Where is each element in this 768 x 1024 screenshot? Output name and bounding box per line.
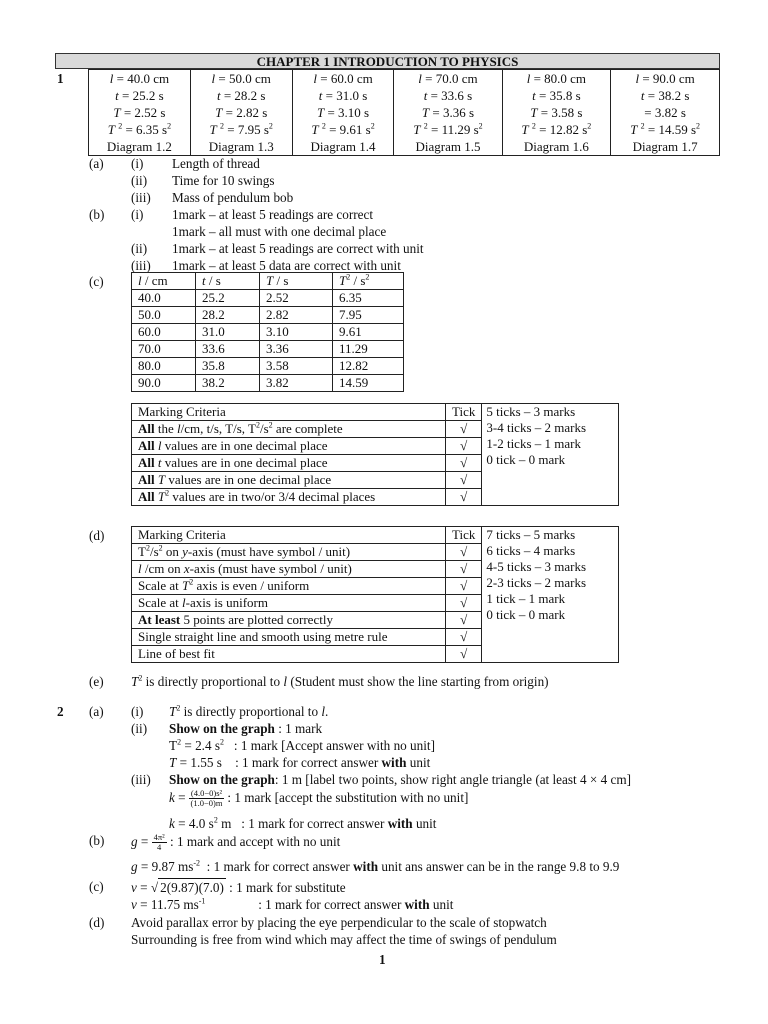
item-number: (ii) <box>131 721 148 736</box>
table-cell: 38.2 <box>196 375 260 392</box>
item-number: (ii) <box>131 241 148 256</box>
diagram-label: Diagram 1.6 <box>523 139 589 154</box>
mark-rule: 7 ticks – 5 marks <box>486 527 576 542</box>
column-header: T / s <box>260 273 333 290</box>
part-label: (e) <box>89 674 104 689</box>
table-cell: 14.59 <box>333 375 404 392</box>
formula-v: v = √ 2(9.87)(7.0) : 1 mark for substitute <box>131 880 346 895</box>
diagram-cell: l = 40.0 cm t = 25.2 s T = 2.52 s T $^2$ = 6.35 $s^2$ Diagram 1.2 <box>89 70 191 156</box>
table-cell: 6.35 <box>333 290 404 307</box>
mark-scheme <box>482 527 619 663</box>
part-label: (c) <box>89 274 104 289</box>
part-label: (a) <box>89 156 104 171</box>
diagram-label: Diagram 1.7 <box>632 139 698 154</box>
item-number: (i) <box>131 704 144 719</box>
item-number: (iii) <box>131 772 151 787</box>
diagram-label: Diagram 1.4 <box>310 139 376 154</box>
answer-text: Show on the graph : 1 mark <box>169 721 323 736</box>
table-header-row <box>132 273 404 290</box>
diagram-cell: l = 70.0 cm t = 33.6 s T = 3.36 s T $^2$ = 11.29 $s^2$ Diagram 1.5 <box>394 70 502 156</box>
check-mark-icon: √ <box>446 612 482 629</box>
criteria-row: All T values are in one decimal place √ <box>132 472 619 489</box>
mark-scheme <box>482 404 619 506</box>
table-cell: 28.2 <box>196 307 260 324</box>
table-cell: 70.0 <box>132 341 196 358</box>
criteria-row: At least 5 points are plotted correctly √ <box>132 612 619 629</box>
check-mark-icon: √ <box>446 489 482 506</box>
diagram-cell: l = 50.0 cm t = 28.2 s T = 2.82 s T $^2$ = 7.95 $s^2$ Diagram 1.3 <box>190 70 292 156</box>
tick-header: Tick <box>446 527 482 544</box>
marking-criteria-table-c <box>131 403 619 506</box>
criteria-row: l /cm on x-axis (must have symbol / unit) √ <box>132 561 619 578</box>
table-cell: 31.0 <box>196 324 260 341</box>
criteria-row: Scale at $T^2$ axis is even / uniform √ <box>132 578 619 595</box>
table-cell: 3.58 <box>260 358 333 375</box>
answer-text: $T^2$ is directly proportional to l. <box>169 703 329 719</box>
part-label: (d) <box>89 528 105 543</box>
answer-text: 1mark – at least 5 readings are correct with unit <box>172 241 424 256</box>
answer-text: g = 9.87 $ms^{-2}$ : 1 mark for correct answer with unit ans answer can be in the range 9.8 to 9.9 <box>131 858 620 874</box>
table-cell: 25.2 <box>196 290 260 307</box>
part-label: (b) <box>89 833 105 848</box>
table-cell: 7.95 <box>333 307 404 324</box>
diagram-label: Diagram 1.5 <box>415 139 481 154</box>
mark-rule: 3-4 ticks – 2 marks <box>486 420 587 435</box>
diagram-table <box>88 69 720 156</box>
answer-text: T = 1.55 s : 1 mark for correct answer with unit <box>169 755 431 770</box>
table-cell: 35.8 <box>196 358 260 375</box>
answer-text: Avoid parallax error by placing the eye perpendicular to the scale of stopwatch <box>131 915 547 930</box>
table-cell: 11.29 <box>333 341 404 358</box>
column-header: $T^2 / s^2$ <box>333 273 404 290</box>
check-mark-icon: √ <box>446 595 482 612</box>
check-mark-icon: √ <box>446 472 482 489</box>
table-cell: 40.0 <box>132 290 196 307</box>
mark-rule: 6 ticks – 4 marks <box>486 543 576 558</box>
question-1-number: 1 <box>57 71 64 86</box>
table-cell: 3.36 <box>260 341 333 358</box>
table-row <box>132 375 404 392</box>
criteria-row: Scale at l-axis is uniform √ <box>132 595 619 612</box>
check-mark-icon: √ <box>446 438 482 455</box>
table-cell: 2.52 <box>260 290 333 307</box>
diagram-cell: l = 90.0 cm t = 38.2 s = 3.82 s T $^2$ = 14.59 $s^2$ Diagram 1.7 <box>611 70 720 156</box>
item-number: (i) <box>131 156 144 171</box>
table-cell: 33.6 <box>196 341 260 358</box>
formula-k: k = $\frac{\text{(4.0−0)s²}}{(1.0-0)m}$ : 1 mark [accept the substitution with no unit] <box>169 788 469 809</box>
mark-rule: 4-5 ticks – 3 marks <box>486 559 587 574</box>
column-header: l / cm <box>132 273 196 290</box>
table-row <box>132 324 404 341</box>
table-row <box>132 358 404 375</box>
check-mark-icon: √ <box>446 629 482 646</box>
table-cell: 3.10 <box>260 324 333 341</box>
item-number: (iii) <box>131 190 151 205</box>
page-number: 1 <box>379 952 386 967</box>
part-label: (b) <box>89 207 105 222</box>
table-cell: 9.61 <box>333 324 404 341</box>
item-number: (iii) <box>131 258 151 273</box>
formula-g: g = $\frac{\text{4π²}}{4}$ : 1 mark and accept with no unit <box>131 832 341 853</box>
answer-text: $T^2$ is directly proportional to l (Student must show the line starting from origin) <box>131 673 549 689</box>
check-mark-icon: √ <box>446 544 482 561</box>
criteria-text: Line of best fit <box>132 646 446 663</box>
criteria-header: Marking Criteria <box>132 527 446 544</box>
answer-text: 1mark – at least 5 data are correct with unit <box>172 258 401 273</box>
table-cell: 80.0 <box>132 358 196 375</box>
diagram-length: = 40.0 cm <box>116 71 170 86</box>
mark-rule: 5 ticks – 3 marks <box>486 404 576 419</box>
table-cell: 50.0 <box>132 307 196 324</box>
column-header: t / s <box>196 273 260 290</box>
check-mark-icon: √ <box>446 578 482 595</box>
answer-text: k = 4.0 $s^2$ m : 1 mark for correct answer with unit <box>169 815 437 831</box>
table-cell: 90.0 <box>132 375 196 392</box>
criteria-text: Single straight line and smooth using metre rule <box>132 629 446 646</box>
part-label: (c) <box>89 879 104 894</box>
mark-rule: 0 tick – 0 mark <box>486 452 566 467</box>
marking-criteria-table-d <box>131 526 619 663</box>
criteria-row: $T^2/s^2$ on y-axis (must have symbol / unit) √ <box>132 544 619 561</box>
table-row <box>132 341 404 358</box>
check-mark-icon: √ <box>446 421 482 438</box>
table-cell: 2.82 <box>260 307 333 324</box>
part-label: (d) <box>89 915 105 930</box>
criteria-row: All the l/cm, t/s, T/s, $T^2/s^2$ are complete √ <box>132 421 619 438</box>
check-mark-icon: √ <box>446 561 482 578</box>
table-cell: 60.0 <box>132 324 196 341</box>
question-2-number: 2 <box>57 704 64 719</box>
criteria-header: Marking Criteria <box>132 404 446 421</box>
item-number: (i) <box>131 207 144 222</box>
chapter-title: CHAPTER 1 INTRODUCTION TO PHYSICS <box>55 53 720 69</box>
answer-text: $T^2 = 2.4$ $s^2$ : 1 mark [Accept answer with no unit] <box>169 737 435 753</box>
answer-text: Show on the graph: 1 m [label two points, show right angle triangle (at least 4 × 4 cm] <box>169 772 632 787</box>
table-cell: 12.82 <box>333 358 404 375</box>
answer-text: v = 11.75 $ms^{-1}$ : 1 mark for correct answer with unit <box>131 896 454 912</box>
mark-rule: 1 tick – 1 mark <box>486 591 566 606</box>
answer-text: 1mark – at least 5 readings are correct <box>172 207 374 222</box>
diagram-cell: l = 60.0 cm t = 31.0 s T = 3.10 s T $^2$ = 9.61 $s^2$ Diagram 1.4 <box>292 70 394 156</box>
check-mark-icon: √ <box>446 455 482 472</box>
criteria-row: All t values are in one decimal place √ <box>132 455 619 472</box>
answer-text: Mass of pendulum bob <box>172 190 294 205</box>
table-cell: 3.82 <box>260 375 333 392</box>
criteria-row: All l values are in one decimal place √ <box>132 438 619 455</box>
answer-text: 1mark – all must with one decimal place <box>172 224 387 239</box>
answer-text: Surrounding is free from wind which may affect the time of swings of pendulum <box>131 932 557 947</box>
data-table <box>131 272 404 392</box>
tick-header: Tick <box>446 404 482 421</box>
mark-rule: 1-2 ticks – 1 mark <box>486 436 581 451</box>
part-label: (a) <box>89 704 104 719</box>
answer-text: Length of thread <box>172 156 260 171</box>
mark-rule: 2-3 ticks – 2 marks <box>486 575 587 590</box>
mark-rule: 0 tick – 0 mark <box>486 607 566 622</box>
check-mark-icon: √ <box>446 646 482 663</box>
table-row <box>132 307 404 324</box>
answer-text: Time for 10 swings <box>172 173 275 188</box>
criteria-row: All $T^2$ values are in two/or 3/4 decimal places √ <box>132 489 619 506</box>
diagram-label: Diagram 1.2 <box>106 139 172 154</box>
diagram-cell: l = 80.0 cm t = 35.8 s T = 3.58 s T $^2$ = 12.82 $s^2$ Diagram 1.6 <box>502 70 611 156</box>
diagram-label: Diagram 1.3 <box>208 139 274 154</box>
item-number: (ii) <box>131 173 148 188</box>
table-row <box>132 290 404 307</box>
